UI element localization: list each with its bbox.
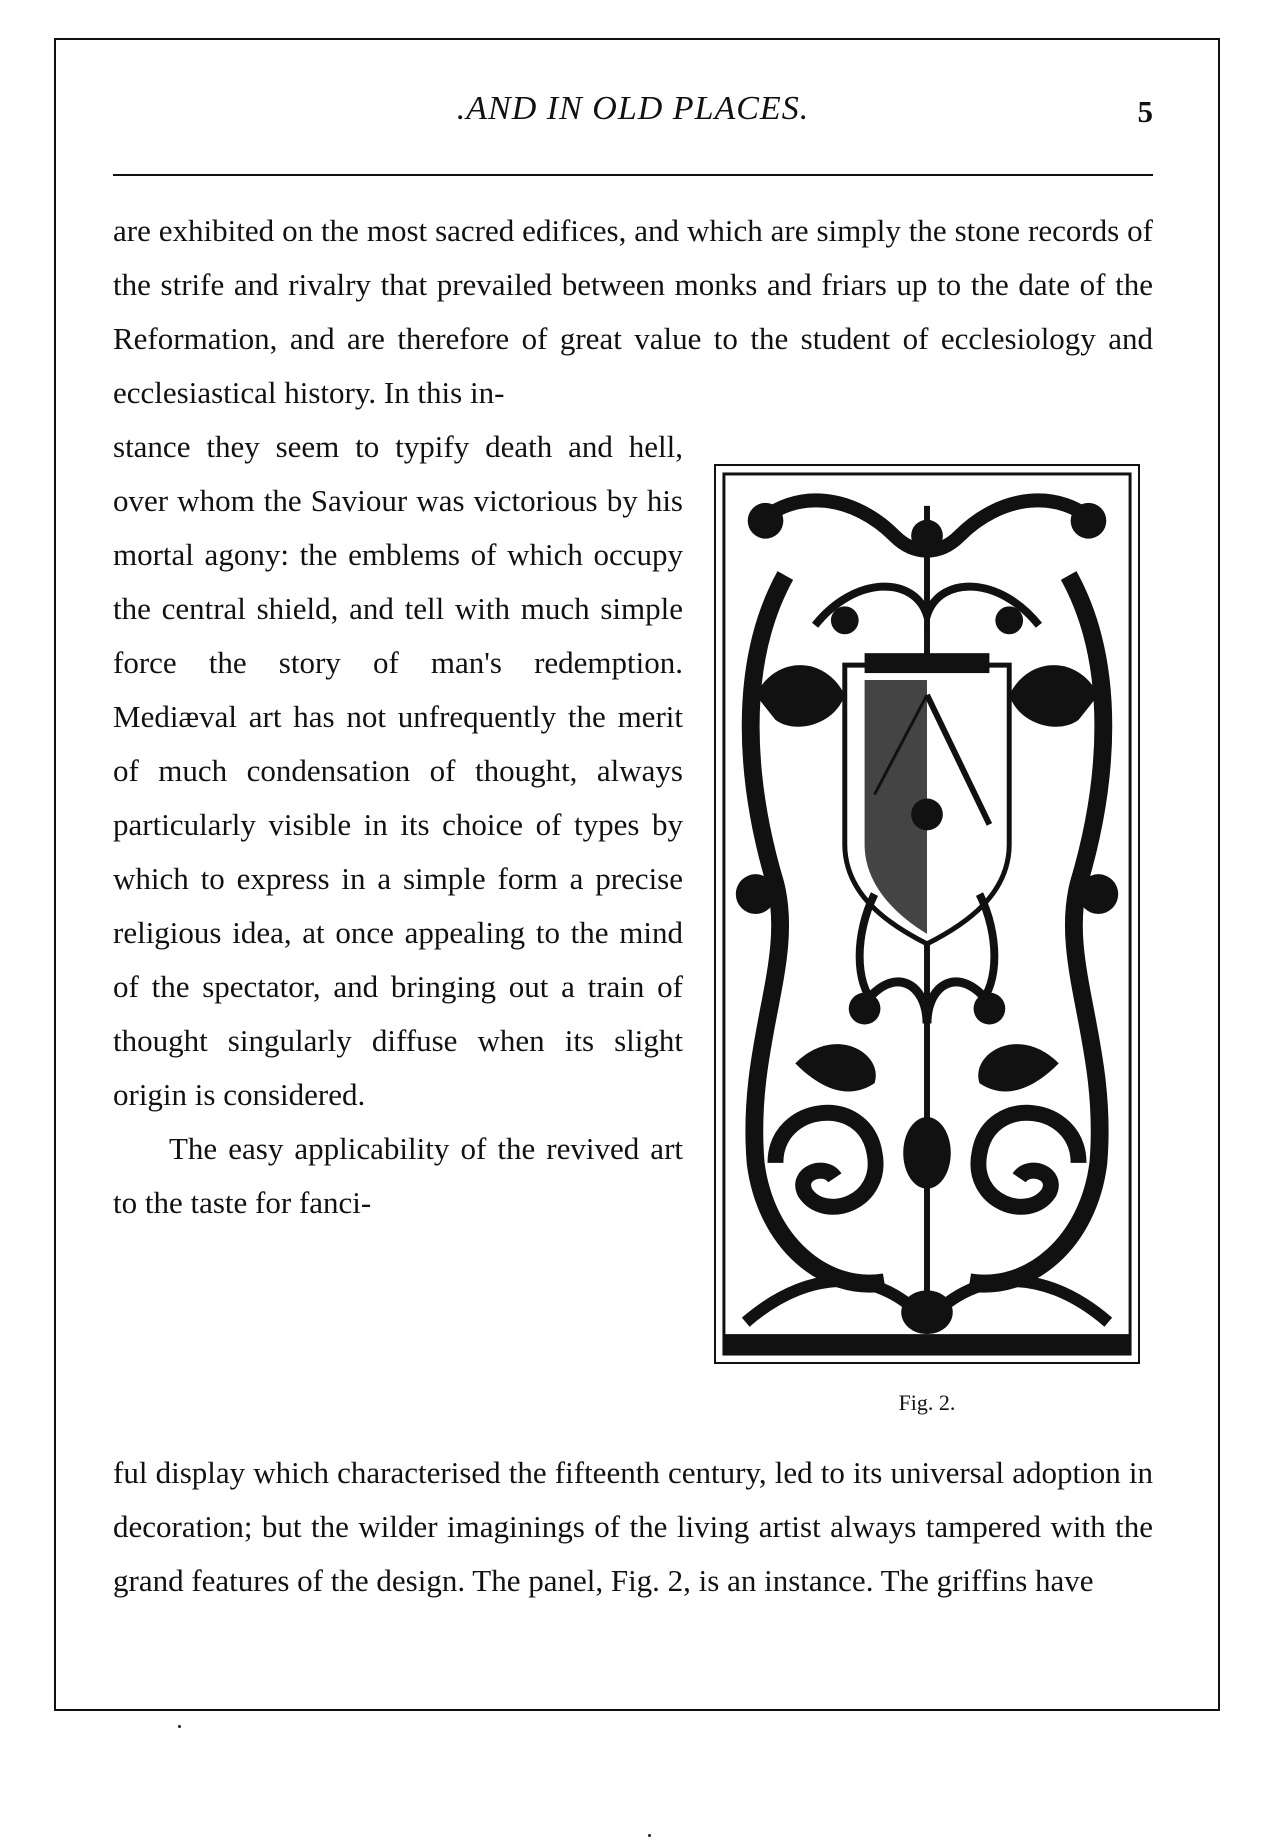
paragraph-bottom [113, 1446, 1153, 1608]
header-rule [113, 174, 1153, 176]
page-number: 5 [1137, 94, 1153, 129]
running-head [113, 90, 1153, 136]
print-speck [648, 1834, 651, 1837]
paragraph-left-column [113, 420, 683, 1230]
carved-panel-image [716, 466, 1138, 1362]
paragraph-top [113, 204, 1153, 420]
paragraph-text: ful display which characterised the fifteenth century, led to its universal adoption in decoration; but the wilder imaginings of the living artist always tampered with the grand features of the design. The panel, Fig. 2, is an instance. The griffins have [113, 1455, 1153, 1598]
figure-illustration [714, 464, 1140, 1364]
running-title: .AND IN OLD PLACES. [456, 90, 810, 127]
print-speck [178, 1725, 181, 1728]
paragraph-text: are exhibited on the most sacred edifices, and which are simply the stone records of the strife and rivalry that prevailed between monks and friars up to the date of the Reformation, and are therefore of great value to the student of ecclesiology and ecclesiastical history. In this in- [113, 213, 1153, 410]
figure-caption: Fig. 2. [898, 1390, 956, 1415]
paragraph-text: stance they seem to typify death and hell, over whom the Saviour was victorious by his mortal agony: the emblems of which occupy the central shield, and tell with much simple force the story of man's redemption. Mediæval art has not unfrequently the merit of much condensation of thought, always particularly visible in its choice of types by which to express in a simple form a precise religious idea, at once appealing to the mind of the spectator, and bringing out a train of thought singularly diffuse when its slight origin is considered. [113, 429, 683, 1112]
paragraph-second-start: The easy applicability of the revived art to the taste for fanci- [113, 1131, 683, 1220]
